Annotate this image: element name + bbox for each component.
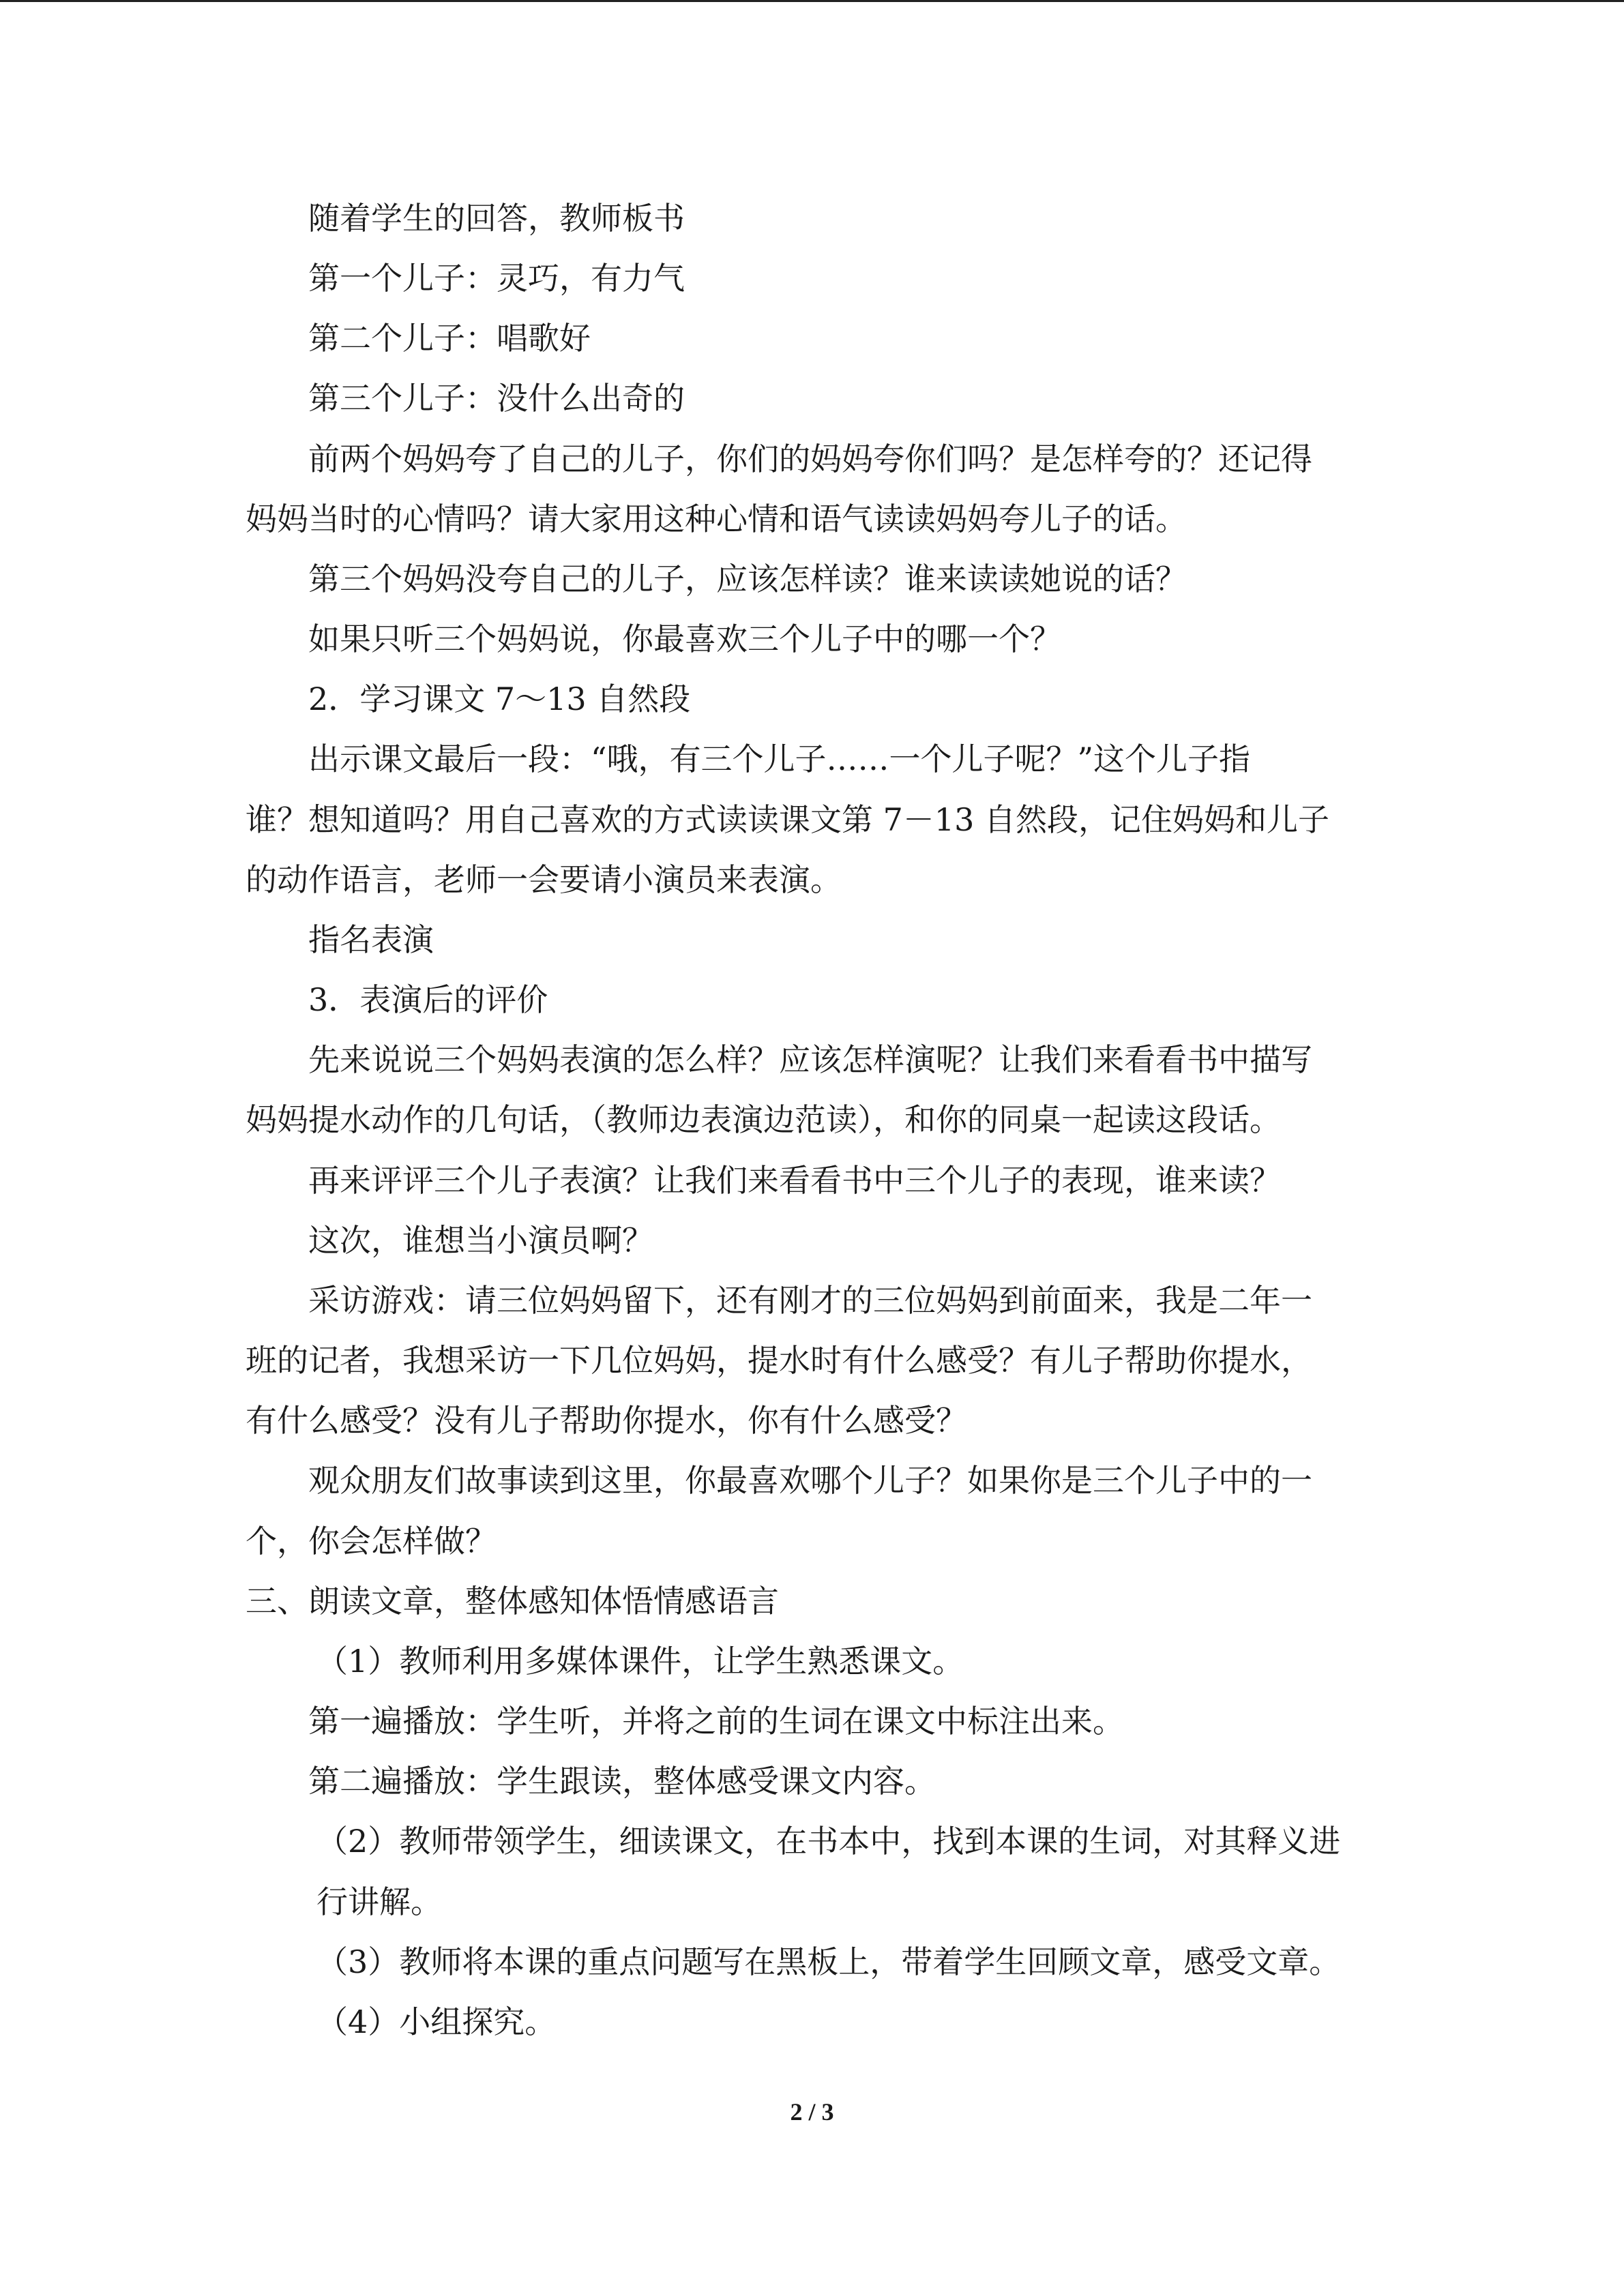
- text-line: 如果只听三个妈妈说，你最喜欢三个儿子中的哪一个？: [308, 621, 1061, 657]
- text-line: 出示课文最后一段：“哦，有三个儿子……一个儿子呢？”这个儿子指: [308, 741, 1251, 777]
- text-line: 3．表演后的评价: [308, 981, 548, 1018]
- text-line: 再来评评三个儿子表演？让我们来看看书中三个儿子的表现，谁来读？: [308, 1162, 1281, 1199]
- text-line: 妈妈当时的心情吗？请大家用这种心情和语气读读妈妈夸儿子的话。: [246, 501, 1187, 537]
- text-line: （1）教师利用多媒体课件，让学生熟悉课文。: [316, 1643, 964, 1680]
- text-line: 的动作语言，老师一会要请小演员来表演。: [246, 861, 842, 898]
- text-line: （4）小组探究。: [316, 2003, 557, 2040]
- text-line: 先来说说三个妈妈表演的怎么样？应该怎样演呢？让我们来看看书中描写: [308, 1041, 1312, 1078]
- text-line: 谁？想知道吗？用自己喜欢的方式读读课文第 7－13 自然段，记住妈妈和儿子: [246, 801, 1330, 838]
- text-line: 2．学习课文 7～13 自然段: [308, 681, 691, 717]
- text-line: 班的记者，我想采访一下几位妈妈，提水时有什么感受？有儿子帮助你提水，: [246, 1342, 1312, 1379]
- text-line: 第二个儿子：唱歌好: [308, 320, 591, 357]
- text-line: （2）教师带领学生，细读课文，在书本中，找到本课的生词，对其释义进: [316, 1823, 1341, 1860]
- text-line: 个，你会怎样做？: [246, 1523, 497, 1560]
- text-line: 第一个儿子：灵巧，有力气: [308, 260, 685, 297]
- page-number: 2 / 3: [790, 2098, 834, 2126]
- text-line: 这次，谁想当小演员啊？: [308, 1222, 653, 1259]
- section-heading: 三、朗读文章，整体感知体悟情感语言: [246, 1583, 779, 1620]
- text-line: （3）教师将本课的重点问题写在黑板上，带着学生回顾文章，感受文章。: [316, 1943, 1341, 1980]
- text-line: 第二遍播放：学生跟读，整体感受课文内容。: [308, 1763, 936, 1800]
- text-line: 前两个妈妈夸了自己的儿子，你们的妈妈夸你们吗？是怎样夸的？还记得: [308, 441, 1312, 477]
- text-line: 指名表演: [308, 921, 434, 958]
- text-line: 采访游戏：请三位妈妈留下，还有刚才的三位妈妈到前面来，我是二年一: [308, 1282, 1312, 1319]
- top-border-rule: [0, 0, 1624, 2]
- text-line: 第一遍播放：学生听，并将之前的生词在课文中标注出来。: [308, 1703, 1124, 1740]
- text-line: 有什么感受？没有儿子帮助你提水，你有什么感受？: [246, 1402, 967, 1439]
- text-line: 行讲解。: [316, 1883, 442, 1920]
- text-line: 第三个儿子：没什么出奇的: [308, 380, 685, 417]
- text-line: 观众朋友们故事读到这里，你最喜欢哪个儿子？如果你是三个儿子中的一: [308, 1462, 1312, 1499]
- text-line: 随着学生的回答，教师板书: [308, 200, 685, 237]
- text-line: 妈妈提水动作的几句话，（教师边表演边范读），和你的同桌一起读这段话。: [246, 1101, 1281, 1138]
- text-line: 第三个妈妈没夸自己的儿子，应该怎样读？谁来读读她说的话？: [308, 561, 1187, 597]
